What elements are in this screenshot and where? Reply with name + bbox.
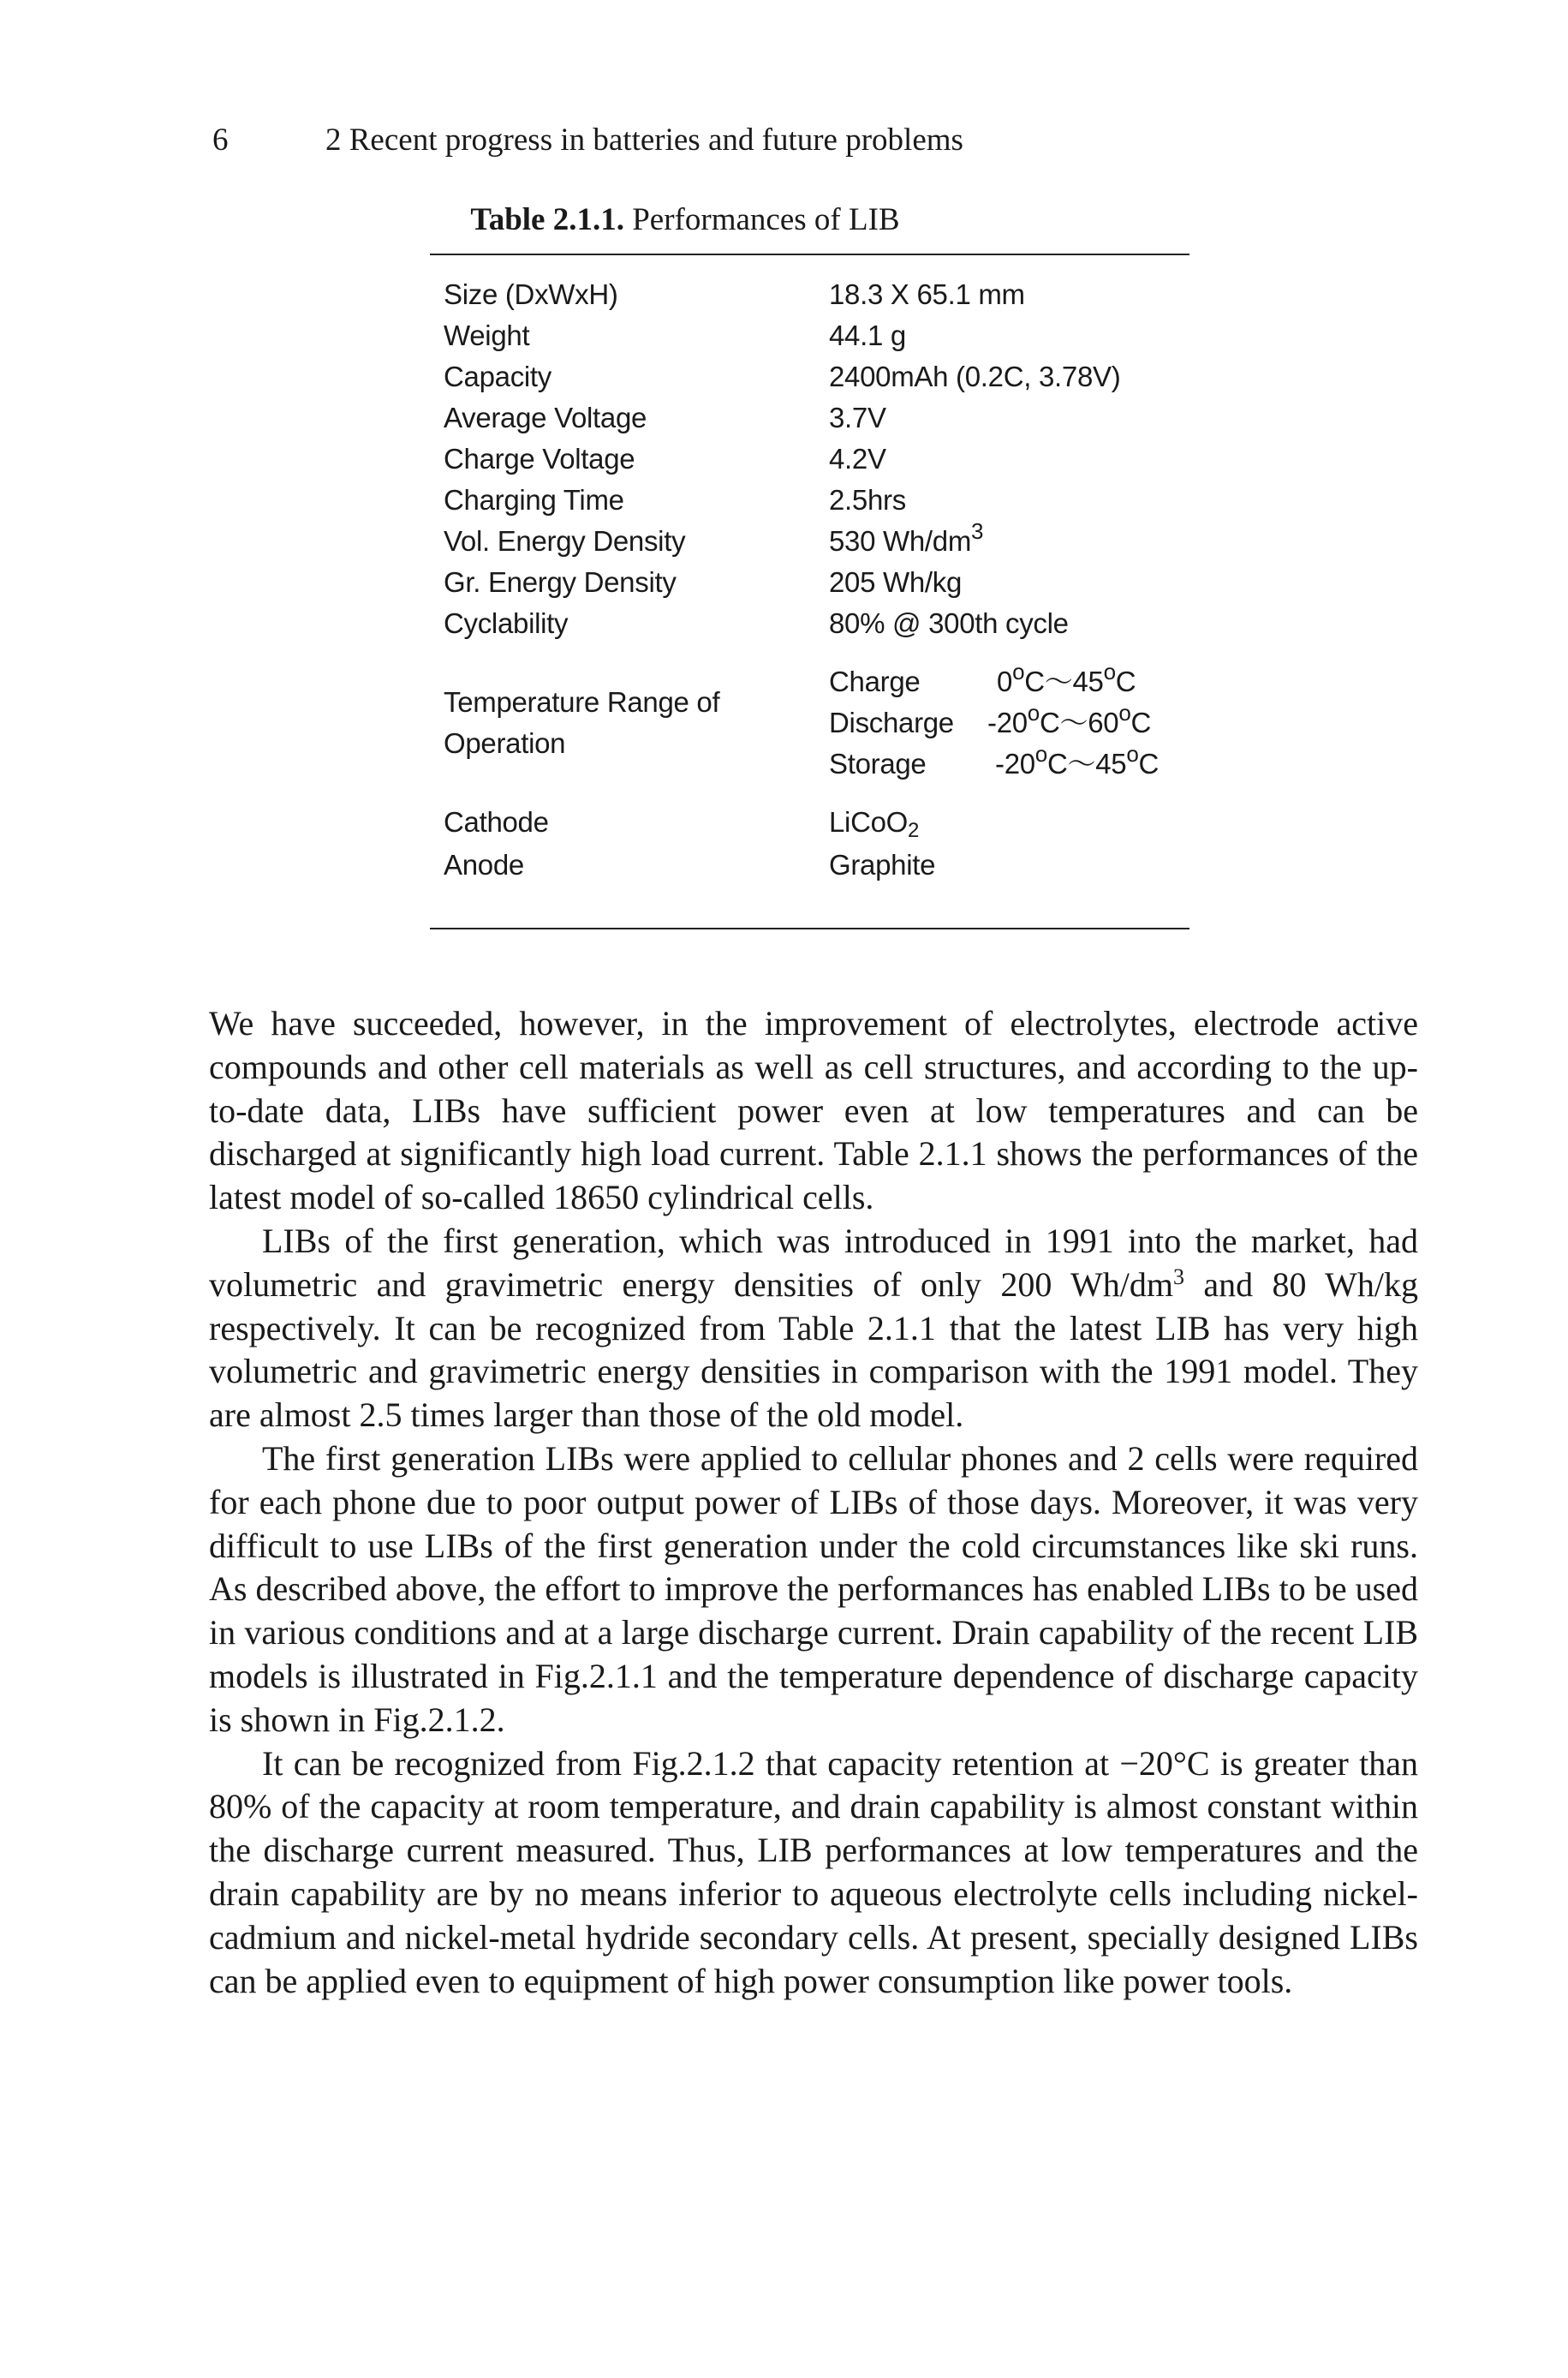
row-label: Gr. Energy Density (444, 566, 677, 598)
temp-condition: Storage (829, 748, 927, 780)
row-label: Charging Time (444, 484, 624, 516)
page-number: 6 (212, 122, 229, 158)
row-label: Cyclability (444, 607, 569, 639)
row-label: Charge Voltage (444, 443, 635, 475)
paragraph: We have succeeded, however, in the improvement of electrolytes, electrode active compounds and other cell materials as well as cell structures, and according to the up-to-date data, LIBs have sufficient power even at low temperatures and can be discharged at significantly high load current. Table 2.1.1 shows the performances of the latest model of so-called 18650 cylindrical cells. (209, 1004, 1418, 1217)
row-label: Size (DxWxH) (444, 278, 618, 310)
row-label: Vol. Energy Density (444, 525, 686, 557)
superscript: 3 (971, 518, 984, 544)
row-label: Weight (444, 320, 530, 351)
row-value: Graphite (829, 849, 936, 881)
temp-range: -20$^o$C～60$^o$C (987, 700, 1152, 738)
row-value: 80% @ 300th cycle (829, 607, 1069, 639)
table-caption (0, 200, 1370, 241)
running-title: 2 Recent progress in batteries and future problems (325, 122, 963, 158)
row-label: Cathode (444, 806, 549, 838)
row-label: Average Voltage (444, 402, 647, 433)
temp-range: -20$^o$C～45$^o$C (995, 741, 1160, 780)
temp-range: 0$^o$C～45$^o$C (997, 659, 1136, 697)
row-value: LiCoO$_2$ (829, 806, 920, 842)
subscript: 2 (908, 819, 920, 842)
paragraph: It can be recognized from Fig.2.1.2 that capacity retention at −20°C is greater than 80% of the capacity at room temperature, and drain capability is almost constant within the discharge current measured. Thus, LIB performances at low temperatures and the drain capability are by no means inferior to aqueous electrolyte cells including nickel-cadmium and nickel-metal hydride secondary cells. At present, specially designed LIBs can be applied even to equipment of high power consumption like power tools. (209, 1743, 1418, 2000)
row-label: Anode (444, 849, 524, 881)
table-bottom-rule (430, 928, 1189, 929)
row-value: 18.3 X 65.1 mm (829, 278, 1025, 310)
row-value: 205 Wh/kg (829, 566, 963, 598)
temp-condition: Charge (829, 666, 921, 697)
row-label: Capacity (444, 361, 551, 392)
row-value: 2.5hrs (829, 484, 906, 516)
table-top-rule (430, 254, 1189, 255)
paragraph: LIBs of the first generation, which was introduced in 1991 into the market, had volumetric and gravimetric energy densities of only 200 $Wh/dm^3$ and 80 Wh/kg respectively. It can be recognized from Table 2.1.1 that the latest LIB has very high volumetric and gravimetric energy densities in comparison with the 1991 model. They are almost 2.5 times larger than those of the old model. (209, 1221, 1418, 1435)
table-caption-text: Performances of LIB (632, 202, 900, 237)
table-caption-label: Table 2.1.1. (470, 202, 624, 237)
row-value: 44.1 g (829, 320, 906, 351)
temperature-label: Temperature Range of Operation (444, 686, 720, 759)
row-value: 3.7V (829, 402, 886, 433)
row-value: 2400mAh (0.2C, 3.78V) (829, 361, 1121, 392)
row-value: 4.2V (829, 443, 886, 475)
row-value: 530 $Wh/dm^3$ (829, 518, 984, 557)
paragraph: The first generation LIBs were applied to cellular phones and 2 cells were required for each phone due to poor output power of LIBs of those days. Moreover, it was very difficult to use LIBs of the first generation under the cold circumstances like ski runs. As described above, the effort to improve the performances has enabled LIBs to be used in various conditions and at a large discharge current. Drain capability of the recent LIB models is illustrated in Fig.2.1.1 and the temperature dependence of discharge capacity is shown in Fig.2.1.2. (209, 1438, 1418, 1739)
temp-condition: Discharge (829, 707, 954, 738)
body-text (209, 1002, 1418, 2003)
